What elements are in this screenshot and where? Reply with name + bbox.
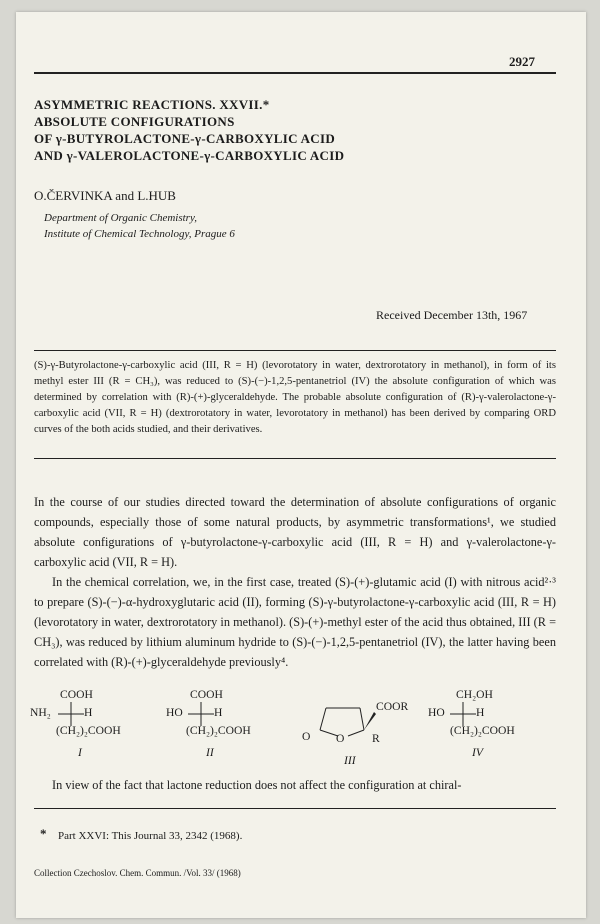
structure-III-label: III xyxy=(344,754,356,767)
abstract: (S)-γ-Butyrolactone-γ-carboxylic acid (III, R = H) (levorotatory in water, dextrorotatory in methanol), in form of its methyl ester III (R = CH₃), was reduced to (S)-(−)-1,2,5-pentanetriol (IV) the absolute configuration of which was determined by correlation with (R)-(+)-glyceraldehyde. The probable absolute configuration of (R)-γ-valerolactone-γ-carboxylic acid (VII, R = H) (dextrorotatory in water, levorotatory in methanol) has been derived by comparing ORD curves of the both acids studied, and their derivatives. xyxy=(34,360,556,435)
title-line-3: OF γ-BUTYROLACTONE-γ-CARBOXYLIC ACID xyxy=(34,131,336,146)
article-body xyxy=(34,492,556,672)
affiliation xyxy=(44,210,235,242)
structure-I-label: I xyxy=(78,746,82,759)
affiliation-line-1: Department of Organic Chemistry, xyxy=(44,212,197,224)
structure-I xyxy=(30,688,150,768)
page-number: 2927 xyxy=(509,54,535,69)
structure-II-right: H xyxy=(214,706,223,719)
structure-III-sub: COOR xyxy=(376,700,409,713)
footnote: Part XXVI: This Journal 33, 2342 (1968). xyxy=(58,830,243,842)
footnote-mark: * xyxy=(40,826,47,841)
title-line-4: AND γ-VALEROLACTONE-γ-CARBOXYLIC ACID xyxy=(34,148,345,163)
structure-III-r: R xyxy=(372,732,380,745)
footnote-rule xyxy=(34,808,556,809)
article-title xyxy=(34,96,344,164)
abstract-top-rule xyxy=(34,350,556,351)
title-line-2: ABSOLUTE CONFIGURATIONS xyxy=(34,114,235,129)
affiliation-line-2: Institute of Chemical Technology, Prague 6 xyxy=(44,228,235,240)
structure-I-right: H xyxy=(84,706,93,719)
journal-citation: Collection Czechoslov. Chem. Commun. /Vol. 33/ (1968) xyxy=(34,868,241,878)
structure-II-bottom: (CH₂)₂COOH xyxy=(186,724,251,737)
structure-IV-left: HO xyxy=(428,706,445,719)
fischer-cross-IV xyxy=(450,702,476,726)
structure-I-left: NH₂ xyxy=(30,706,51,719)
authors: O.ČERVINKA and L.HUB xyxy=(34,188,176,203)
received-date: Received December 13th, 1967 xyxy=(376,308,528,322)
structure-III-o1: O xyxy=(302,730,311,743)
structure-II-label: II xyxy=(206,746,214,759)
abstract-bottom-rule xyxy=(34,458,556,459)
structure-IV-right: H xyxy=(476,706,485,719)
fischer-cross-II xyxy=(188,702,214,726)
body-paragraph-2: In the chemical correlation, we, in the first case, treated (S)-(+)-glutamic acid (I) with nitrous acid²·³ to prepare (S)-(−)-α-hydroxyglutaric acid (II), forming (S)-γ-butyrolactone-γ-carboxylic acid (III, R = H) (levorotatory in water, dextrorotatory in methanol). (S)-(+)-methyl ester of the acid thus obtained, III (R = CH₃), was reduced by lithium aluminum hydride to (S)-(−)-1,2,5-pentanetriol (IV), the latter having been correlated with (R)-(+)-glyceraldehyde previously⁴. xyxy=(34,575,556,669)
paper-page xyxy=(16,12,586,918)
structure-II-top: COOH xyxy=(190,688,223,701)
fischer-cross-I xyxy=(58,702,84,726)
structure-III xyxy=(296,692,436,772)
title-line-1: ASYMMETRIC REACTIONS. XXVII.* xyxy=(34,97,270,112)
structure-IV xyxy=(428,688,558,768)
body-paragraph-1: In the course of our studies directed toward the determination of absolute configurations of organic compounds, especially those of some natural products, by asymmetric transformations¹, we studied absolute configurations of γ-butyrolactone-γ-carboxylic acid (III, R = H) and γ-valerolactone-γ-carboxylic acid (VII, R = H). xyxy=(34,495,556,569)
structure-I-bottom: (CH₂)₂COOH xyxy=(56,724,121,737)
continuing-text: In view of the fact that lactone reduction does not affect the configuration at chiral- xyxy=(52,778,462,792)
structure-III-o2: O xyxy=(336,732,345,745)
structure-I-top: COOH xyxy=(60,688,93,701)
structure-IV-label: IV xyxy=(472,746,483,759)
header-rule xyxy=(34,72,556,74)
structure-II-left: HO xyxy=(166,706,183,719)
structure-IV-bottom: (CH₂)₂COOH xyxy=(450,724,515,737)
structure-II xyxy=(166,688,286,768)
structure-IV-top: CH₂OH xyxy=(456,688,493,701)
